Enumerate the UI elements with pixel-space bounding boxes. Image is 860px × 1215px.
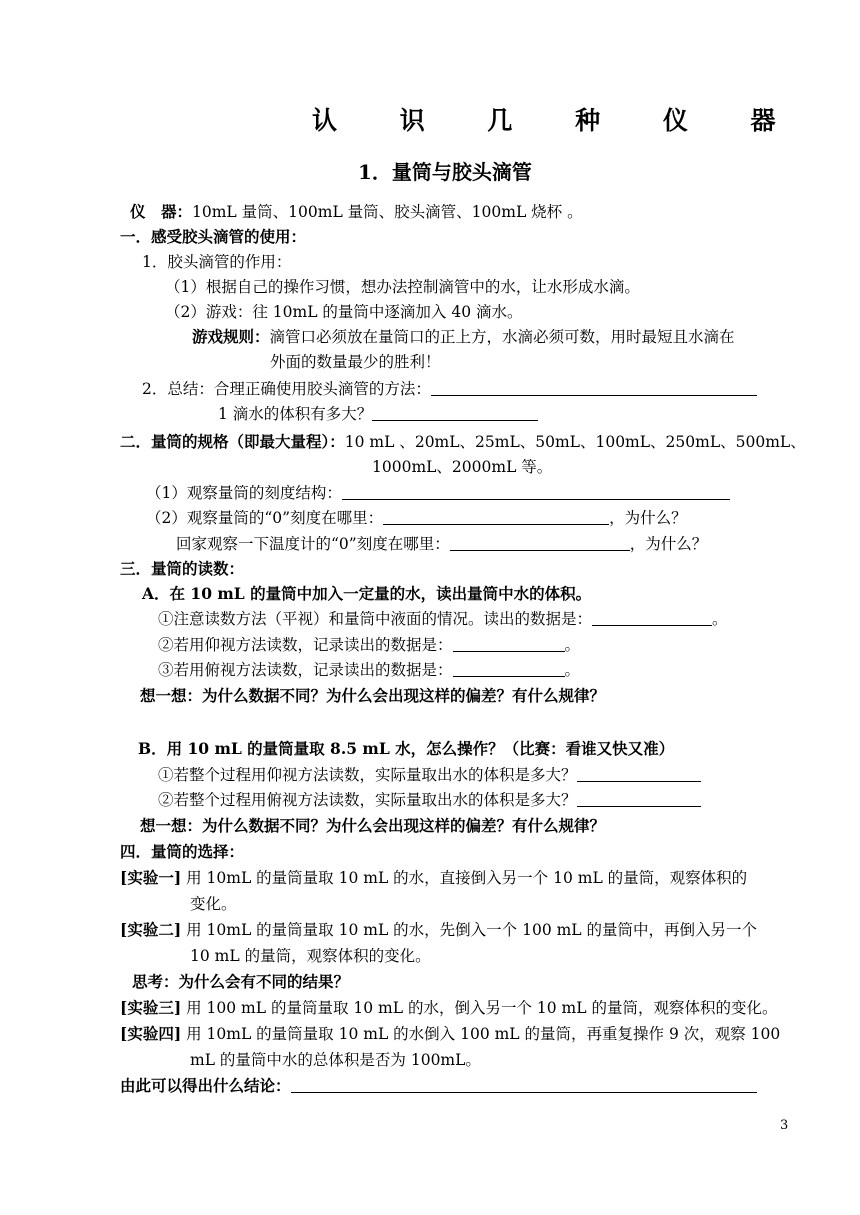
section-2-heading: 二．量筒的规格（即最大量程）： bbox=[120, 432, 345, 451]
answer-blank-zero-mark[interactable] bbox=[383, 509, 609, 525]
experiment-4 bbox=[120, 1025, 780, 1044]
part-a-1-label: ①注意读数方法（平视）和量筒中液面的情况。读出的数据是： bbox=[158, 610, 593, 628]
answer-blank-upward-reading[interactable] bbox=[453, 636, 565, 652]
think-prompt-2: 想一想：为什么数据不同？为什么会出现这样的偏差？有什么规律？ bbox=[140, 816, 606, 835]
answer-blank-thermometer-zero[interactable] bbox=[450, 535, 630, 551]
conclusion-label: 由此可以得出什么结论： bbox=[120, 1076, 291, 1095]
instruments-text: 10mL 量筒、100mL 量筒、胶头滴管、100mL 烧杯 。 bbox=[192, 203, 583, 221]
game-rule-label: 游戏规则： bbox=[192, 327, 270, 346]
s1-sub-1: （1）根据自己的操作习惯，想办法控制滴管中的水，让水形成水滴。 bbox=[165, 278, 640, 296]
experiment-1-text: 用 10mL 的量筒量取 10 mL 的水，直接倒入另一个 10 mL 的量筒，观察体积的 bbox=[186, 869, 748, 887]
s2-q2-label: （2）观察量筒的“0”刻度在哪里： bbox=[146, 509, 384, 527]
part-a-3 bbox=[158, 661, 580, 680]
game-rule-text-2: 外面的数量最少的胜利！ bbox=[270, 353, 441, 371]
s2-q1-label: （1）观察量筒的刻度结构： bbox=[146, 484, 342, 502]
experiment-1-label: [实验一] bbox=[120, 868, 182, 887]
instruments-label: 仪 器： bbox=[130, 202, 193, 221]
experiment-1 bbox=[120, 869, 747, 888]
instruments-line bbox=[130, 203, 583, 222]
s2-q1 bbox=[146, 484, 730, 503]
experiment-4-label: [实验四] bbox=[120, 1024, 182, 1043]
experiment-3-label: [实验三] bbox=[120, 998, 182, 1017]
s2-q3-why: ，为什么？ bbox=[629, 535, 708, 553]
answer-blank-upward-volume[interactable] bbox=[577, 766, 701, 782]
part-a-3-label: ③若用俯视方法读数，记录读出的数据是： bbox=[158, 661, 453, 679]
part-b-2-label: ②若整个过程用俯视方法读数，实际量取出水的体积是多大？ bbox=[158, 791, 577, 809]
page-title: 认 识 几 种 仪 器 bbox=[312, 106, 803, 135]
experiment-3 bbox=[120, 999, 777, 1018]
experiment-4-text: 用 10mL 的量筒量取 10 mL 的水倒入 100 mL 的量筒，再重复操作 9 次，观察 100 bbox=[186, 1025, 781, 1043]
s2-q2-why: ，为什么？ bbox=[609, 509, 687, 527]
s1-sub-2: （2）游戏：往 10mL 的量筒中逐滴加入 40 滴水。 bbox=[165, 303, 523, 321]
part-a-2-period: 。 bbox=[564, 636, 581, 654]
cylinder-specs: 10 mL 、20mL、25mL、50mL、100mL、250mL、500mL、 bbox=[344, 433, 806, 451]
ponder-prompt: 思考：为什么会有不同的结果？ bbox=[132, 972, 350, 991]
experiment-3-text: 用 100 mL 的量筒量取 10 mL 的水，倒入另一个 10 mL 的量筒，观察体积的变化。 bbox=[186, 999, 778, 1017]
section-2-heading-line bbox=[120, 433, 806, 452]
game-rule-text: 滴管口必须放在量筒口的正上方，水滴必须可数，用时最短且水滴在 bbox=[269, 328, 735, 346]
game-rule-line bbox=[192, 328, 735, 347]
part-a-2 bbox=[158, 636, 580, 655]
page-number: 3 bbox=[780, 1118, 789, 1133]
s1-item-2 bbox=[142, 380, 757, 399]
section-1-heading: 一．感受胶头滴管的使用： bbox=[120, 227, 307, 246]
answer-blank-conclusion[interactable] bbox=[291, 1077, 757, 1093]
part-b-2 bbox=[158, 791, 701, 810]
part-a-1 bbox=[158, 610, 728, 629]
s1-item-1: 1．胶头滴管的作用： bbox=[142, 253, 292, 271]
answer-blank-scale-structure[interactable] bbox=[342, 484, 730, 500]
answer-blank-level-reading[interactable] bbox=[592, 610, 712, 626]
answer-blank-downward-reading[interactable] bbox=[453, 661, 565, 677]
part-b-1-label: ①若整个过程用仰视方法读数，实际量取出水的体积是多大？ bbox=[158, 766, 577, 784]
think-prompt-1: 想一想：为什么数据不同？为什么会出现这样的偏差？有什么规律？ bbox=[140, 686, 606, 705]
s2-q3 bbox=[176, 535, 707, 554]
part-b-1 bbox=[158, 766, 701, 785]
s1-item-2-label: 2．总结：合理正确使用胶头滴管的方法： bbox=[142, 380, 431, 398]
part-a-3-period: 。 bbox=[564, 661, 581, 679]
section-subtitle: 1．量筒与胶头滴管 bbox=[358, 160, 532, 184]
answer-blank-dropper-method[interactable] bbox=[431, 380, 757, 396]
conclusion-line bbox=[120, 1077, 757, 1096]
part-b-heading: B．用 10 mL 的量筒量取 8.5 mL 水，怎么操作？（比赛：看谁又快又准） bbox=[138, 739, 675, 758]
s2-q3-label: 回家观察一下温度计的“0”刻度在哪里： bbox=[176, 535, 450, 553]
experiment-4-text-2: mL 的量筒中水的总体积是否为 100mL。 bbox=[190, 1051, 481, 1069]
experiment-2-text: 用 10mL 的量筒量取 10 mL 的水，先倒入一个 100 mL 的量筒中，再倒入另一个 bbox=[186, 921, 758, 939]
part-a-2-label: ②若用仰视方法读数，记录读出的数据是： bbox=[158, 636, 453, 654]
s1-item-2b bbox=[218, 405, 538, 424]
cylinder-specs-2: 1000mL、2000mL 等。 bbox=[372, 458, 553, 476]
experiment-1-text-2: 变化。 bbox=[190, 895, 237, 913]
experiment-2-text-2: 10 mL 的量筒，观察体积的变化。 bbox=[190, 947, 431, 965]
section-3-heading: 三．量筒的读数： bbox=[120, 559, 245, 578]
experiment-2-label: [实验二] bbox=[120, 920, 182, 939]
part-a-heading: A．在 10 mL 的量筒中加入一定量的水，读出量筒中水的体积。 bbox=[142, 584, 592, 603]
experiment-2 bbox=[120, 921, 757, 940]
answer-blank-downward-volume[interactable] bbox=[577, 791, 701, 807]
s2-q2 bbox=[146, 509, 687, 528]
section-4-heading: 四．量筒的选择： bbox=[120, 842, 245, 861]
s1-item-2b-label: 1 滴水的体积有多大？ bbox=[218, 405, 373, 423]
answer-blank-drop-volume[interactable] bbox=[372, 405, 538, 421]
part-a-1-period: 。 bbox=[712, 610, 728, 628]
